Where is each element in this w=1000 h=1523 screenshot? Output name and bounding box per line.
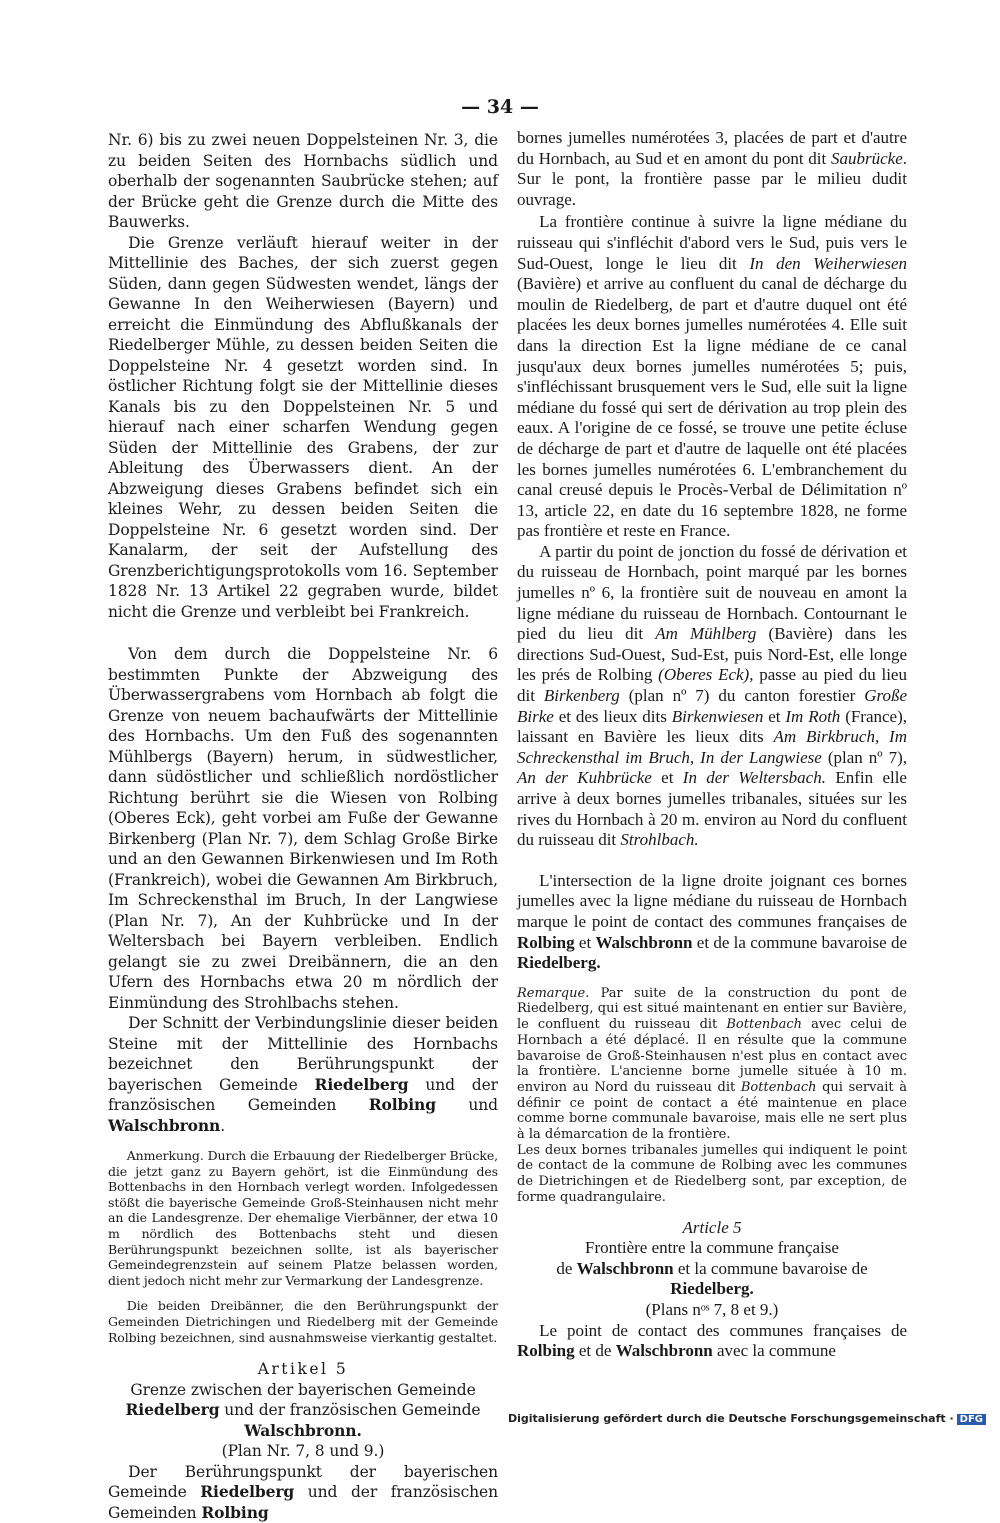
note-lead: Remarque. bbox=[517, 985, 590, 1001]
text-run: (Bavière) dans les directions Sud-Ouest, Sud-Est, puis Nord-Est, elle longe les prés de Rolbing bbox=[517, 624, 907, 685]
italic-term: Article 5 bbox=[682, 1217, 742, 1237]
italic-term: Im Roth bbox=[785, 706, 841, 726]
german-paragraph-2: Die Grenze verläuft hierauf weiter in der Mittellinie des Baches, der sich zuerst gegen Süden, dann gegen Südwesten wendet, längs der Gewanne In den Weiherwiesen (Bayern) und erreicht die Einmündung des Abflußkanals der Riedelberger Mühle, zu dessen beiden Seiten die Doppelsteine Nr. 4 gesetzt worden sind. In östlicher Richtung folgt sie der Mittellinie dieses Kanals bis zu den Doppelsteinen Nr. 5 und hierauf nach einer scharfen Wendung gegen Süden der Mittellinie des Grabens, der zur Ableitung des Überwassers dient. An der Abzweigung dieses Grabens befindet sich ein kleines Wehr, zu dessen beiden Seiten die Doppelsteine Nr. 6 gesetzt worden sind. Der Kanalarm, der seit der Aufstellung des Grenzberichtigungsprotokolls vom 16. September 1828 Nr. 13 Artikel 22 gegraben wurde, bildet nicht die Grenze und verbleibt bei Frankreich. bbox=[108, 233, 498, 621]
text-run: Der Berührungspunkt der bayerischen Gemeinde bbox=[108, 1462, 498, 1502]
italic-term: An der Kuhbrücke bbox=[517, 768, 652, 788]
text-run: Der Schnitt der Verbindungslinie dieser beiden Steine mit der Mittellinie des Hornbachs bezeichnet den Berührungspunkt der bayerischen Gemeinde bbox=[108, 1014, 498, 1094]
text-run: (Bavière) et arrive au confluent du canal de décharge du moulin de Riedelberg, de part et d'autre duquel ont été placées les deux bornes jumelles numérotées 4. Elle suit dans la direction Est la ligne médiane de ce canal jusqu'aux deux bornes jumelles numérotées 5; puis, s'infléchissant brusquement vers le Sud, elle suit la ligne médiane du fossé qui sert de dérivation au trop plein des eaux. A l'origine de ce fossé, se trouve une petite écluse de décharge de part et d'autre de laquelle ont été placées les bornes jumelles numérotées 6. L'embranchement du canal creusé depuis le Procès-Verbal de Délimitation nº 13, article 22, en date du 16 septembre 1828, ne forme pas frontière et reste en France. bbox=[517, 274, 907, 541]
text-run: passe au pied du lieu dit bbox=[517, 665, 907, 706]
text-run: A partir du point de jonction du fossé de dérivation et du ruisseau de Hornbach, point marqué par les bornes jumelles nº 6, la frontière suit de nouveau en amont la ligne médiane du ruisseau de Hornbach. Contournant le pied du lieu dit bbox=[517, 541, 907, 644]
bold-term: Walschbronn bbox=[595, 932, 693, 952]
bold-term: Rolbing bbox=[201, 1502, 269, 1522]
german-paragraph-4 bbox=[108, 1013, 498, 1136]
italic-term: In der Weltersbach. bbox=[682, 768, 826, 788]
german-article-subtitle-1: Grenze zwischen der bayerischen Gemeinde bbox=[130, 1380, 476, 1399]
german-paragraph-3: Von dem durch die Doppelsteine Nr. 6 bestimmten Punkte der Abzweigung des Überwassergrabens vom Hornbach ab folgt die Grenze von neuem bachaufwärts der Mittellinie des Hornbachs. Um den Fuß des sogenannten Mühlbergs (Bayern) herum, in südwestlicher, dann südöstlicher und schließlich nordöstlicher Richtung berührt sie die Wiesen von Rolbing (Oberes Eck), geht vorbei am Fuße der Gewanne Birkenberg (Plan Nr. 7), dem Schlag Große Birke und an den Gewannen Birkenwiesen und Im Roth (Frankreich), wobei die Gewannen Am Birkbruch, Im Schreckensthal im Bruch, In der Langwiese (Plan Nr. 7), An der Kuhbrücke und In der Weltersbach bei Bayern verbleiben. Endlich gelangt sie zu zwei Dreibännern, die an den Ufern des Hornbachs etwa 20 m nördlich der Einmündung des Strohlbachs stehen. bbox=[108, 645, 498, 1012]
dfg-logo: DFG bbox=[957, 1414, 986, 1425]
italic-term: Bottenbach bbox=[726, 1017, 802, 1033]
text-run: et de bbox=[574, 1341, 616, 1361]
french-article-title bbox=[517, 1218, 907, 1239]
bold-term: Riedelberg bbox=[125, 1400, 220, 1420]
text-run: qui servait à définir ce point de contact a été maintenue en place comme borne communale bavaroise, mais elle ne sert plus à la démarcation de la frontière. bbox=[517, 1079, 907, 1143]
text-run: de bbox=[556, 1258, 577, 1278]
bold-term: Rolbing bbox=[517, 932, 575, 952]
text-run: und der französischen Gemeinden bbox=[108, 1075, 498, 1114]
text-run: . bbox=[220, 1116, 226, 1135]
text-run: und bbox=[435, 1096, 498, 1114]
italic-term: Birkenwiesen bbox=[671, 706, 764, 726]
french-column bbox=[517, 128, 907, 1362]
french-paragraph-4 bbox=[517, 871, 907, 974]
german-article-subtitle-2 bbox=[108, 1400, 498, 1441]
text-run: bornes jumelles numérotées 3, placées de part et d'autre du Hornbach, au Sud et en amont du pont dit bbox=[517, 128, 907, 168]
german-note-2: Die beiden Dreibänner, die den Berührungspunkt der Gemeinden Dietrichingen und Riedelberg mit der Gemeinde Rolbing bezeichnen, sind ausnahmsweise vierkantig gestaltet. bbox=[108, 1298, 498, 1345]
text-run: et la commune bavaroise de bbox=[673, 1258, 868, 1278]
french-note-1 bbox=[517, 986, 907, 1143]
text-run: und der französischen Gemeinde bbox=[219, 1401, 481, 1420]
italic-term: Saubrücke bbox=[830, 148, 903, 168]
text-run: La frontière continue à suivre la ligne médiane du ruisseau qui s'infléchit d'abord vers le Sud, puis vers le Sud-Ouest, longe le lieu dit bbox=[517, 212, 907, 273]
text-run: et bbox=[763, 706, 786, 726]
german-paragraph-5 bbox=[108, 1462, 498, 1523]
bold-term: Riedelberg. bbox=[517, 953, 601, 973]
german-article-plan: (Plan Nr. 7, 8 und 9.) bbox=[221, 1442, 385, 1461]
german-article-title: Artikel 5 bbox=[257, 1360, 349, 1379]
bold-term: Walschbronn bbox=[576, 1258, 674, 1278]
digitization-credit bbox=[508, 1412, 986, 1425]
italic-term: Am Birkbruch, Im Schreckensthal im Bruch, In der Langwiese bbox=[517, 727, 907, 767]
text-run: Par suite de la construction du pont de Riedelberg, qui est situé maintenant en entier sur Bavière, le confluent du ruisseau dit bbox=[517, 985, 907, 1033]
french-article-subtitle-2 bbox=[517, 1259, 907, 1280]
bold-term: Walschbronn bbox=[108, 1115, 221, 1135]
text-run: avec la commune bbox=[712, 1341, 836, 1361]
text-run: et de la commune bavaroise de bbox=[692, 932, 907, 952]
text-run: et bbox=[574, 932, 596, 952]
bold-term: Riedelberg bbox=[200, 1482, 295, 1502]
text-run: (plan nº 7), bbox=[821, 747, 907, 767]
text-run: et des lieux dits bbox=[553, 706, 672, 726]
text-run: und der französischen Gemeinden bbox=[108, 1483, 498, 1522]
text-run: (plan nº 7) du canton forestier bbox=[619, 686, 865, 706]
page-number: — 34 — bbox=[461, 96, 539, 118]
bold-term: Walschbronn bbox=[615, 1341, 713, 1361]
bold-term: Walschbronn. bbox=[244, 1420, 362, 1440]
french-paragraph-2 bbox=[517, 212, 907, 542]
bold-term: Rolbing bbox=[368, 1095, 436, 1114]
italic-term: Große Birke bbox=[517, 686, 908, 726]
french-article-subtitle-1: Frontière entre la commune française bbox=[585, 1238, 839, 1258]
footer-text: Digitalisierung gefördert durch die Deutsche Forschungsgemeinschaft · bbox=[507, 1412, 954, 1425]
text-run: avec celui de Hornbach a été déplacé. Il en résulte que la commune bavaroise de Groß-Steinhausen n'est plus en contact avec la frontière. L'ancienne borne jumelle située à 10 m. environ au Nord du ruisseau dit bbox=[517, 1017, 907, 1095]
bold-term: Riedelberg bbox=[314, 1074, 409, 1094]
french-paragraph-3 bbox=[517, 542, 907, 851]
text-run: (France), laissant en Bavière les lieux dits bbox=[517, 706, 908, 747]
italic-term: (Oberes Eck), bbox=[658, 665, 754, 685]
german-paragraph-1: Nr. 6) bis zu zwei neuen Doppelsteinen Nr. 3, die zu beiden Seiten des Hornbachs südlich und oberhalb der sogenannten Saubrücke stehen; auf der Brücke geht die Grenze durch die Mitte des Bauwerks. bbox=[108, 131, 498, 231]
french-article-plan: (Plans nᵒˢ 7, 8 et 9.) bbox=[645, 1299, 779, 1319]
italic-term: Strohlbach. bbox=[620, 830, 699, 850]
german-note-1: Anmerkung. Durch die Erbauung der Riedelberger Brücke, die jetzt ganz zu Bayern gehört, ist die Einmündung des Bottenbachs in den Hornbach verlegt worden. Infolgedessen stößt die bayerische Gemeinde Groß-Steinhausen nicht mehr an die Landesgrenze. Der ehemalige Vierbänner, der etwa 10 m nördlich des Bottenbachs steht und diesen Berührungspunkt bezeichnen sollte, ist als bayerischer Gemeindegrenzstein auf seinem Platze belassen worden, dient jedoch nicht mehr zur Vermarkung der Landesgrenze. bbox=[108, 1148, 498, 1288]
italic-term: Birkenberg bbox=[543, 686, 620, 706]
italic-term: Am Mühlberg bbox=[655, 624, 757, 644]
french-article-subtitle-3 bbox=[517, 1279, 907, 1300]
text-run: Enfin elle arrive à deux bornes jumelles tribanales, situées sur les rives du Hornbach à 20 m. environ au Nord du confluent du ruisseau dit bbox=[517, 768, 907, 850]
text-run: Le point de contact des communes françaises de bbox=[539, 1320, 907, 1340]
french-paragraph-5 bbox=[517, 1321, 907, 1362]
bold-term: Rolbing bbox=[517, 1341, 575, 1361]
german-column bbox=[108, 130, 498, 1523]
text-run: . Sur le pont, la frontière passe par le milieu dudit ouvrage. bbox=[517, 148, 907, 209]
french-paragraph-1 bbox=[517, 128, 907, 210]
italic-term: Bottenbach bbox=[740, 1079, 817, 1095]
text-run: et bbox=[651, 768, 683, 788]
text-run: L'intersection de la ligne droite joignant ces bornes jumelles avec la ligne médiane du ruisseau de Hornbach marque le point de contact des communes françaises de bbox=[517, 870, 907, 931]
italic-term: In den Weiherwiesen bbox=[749, 253, 907, 273]
french-note-2: Les deux bornes tribanales jumelles qui indiquent le point de contact de la commune de Rolbing avec les communes de Dietrichingen et de Riedelberg sont, par exception, de forme quadrangulaire. bbox=[517, 1142, 907, 1205]
bold-term: Riedelberg. bbox=[670, 1279, 754, 1299]
